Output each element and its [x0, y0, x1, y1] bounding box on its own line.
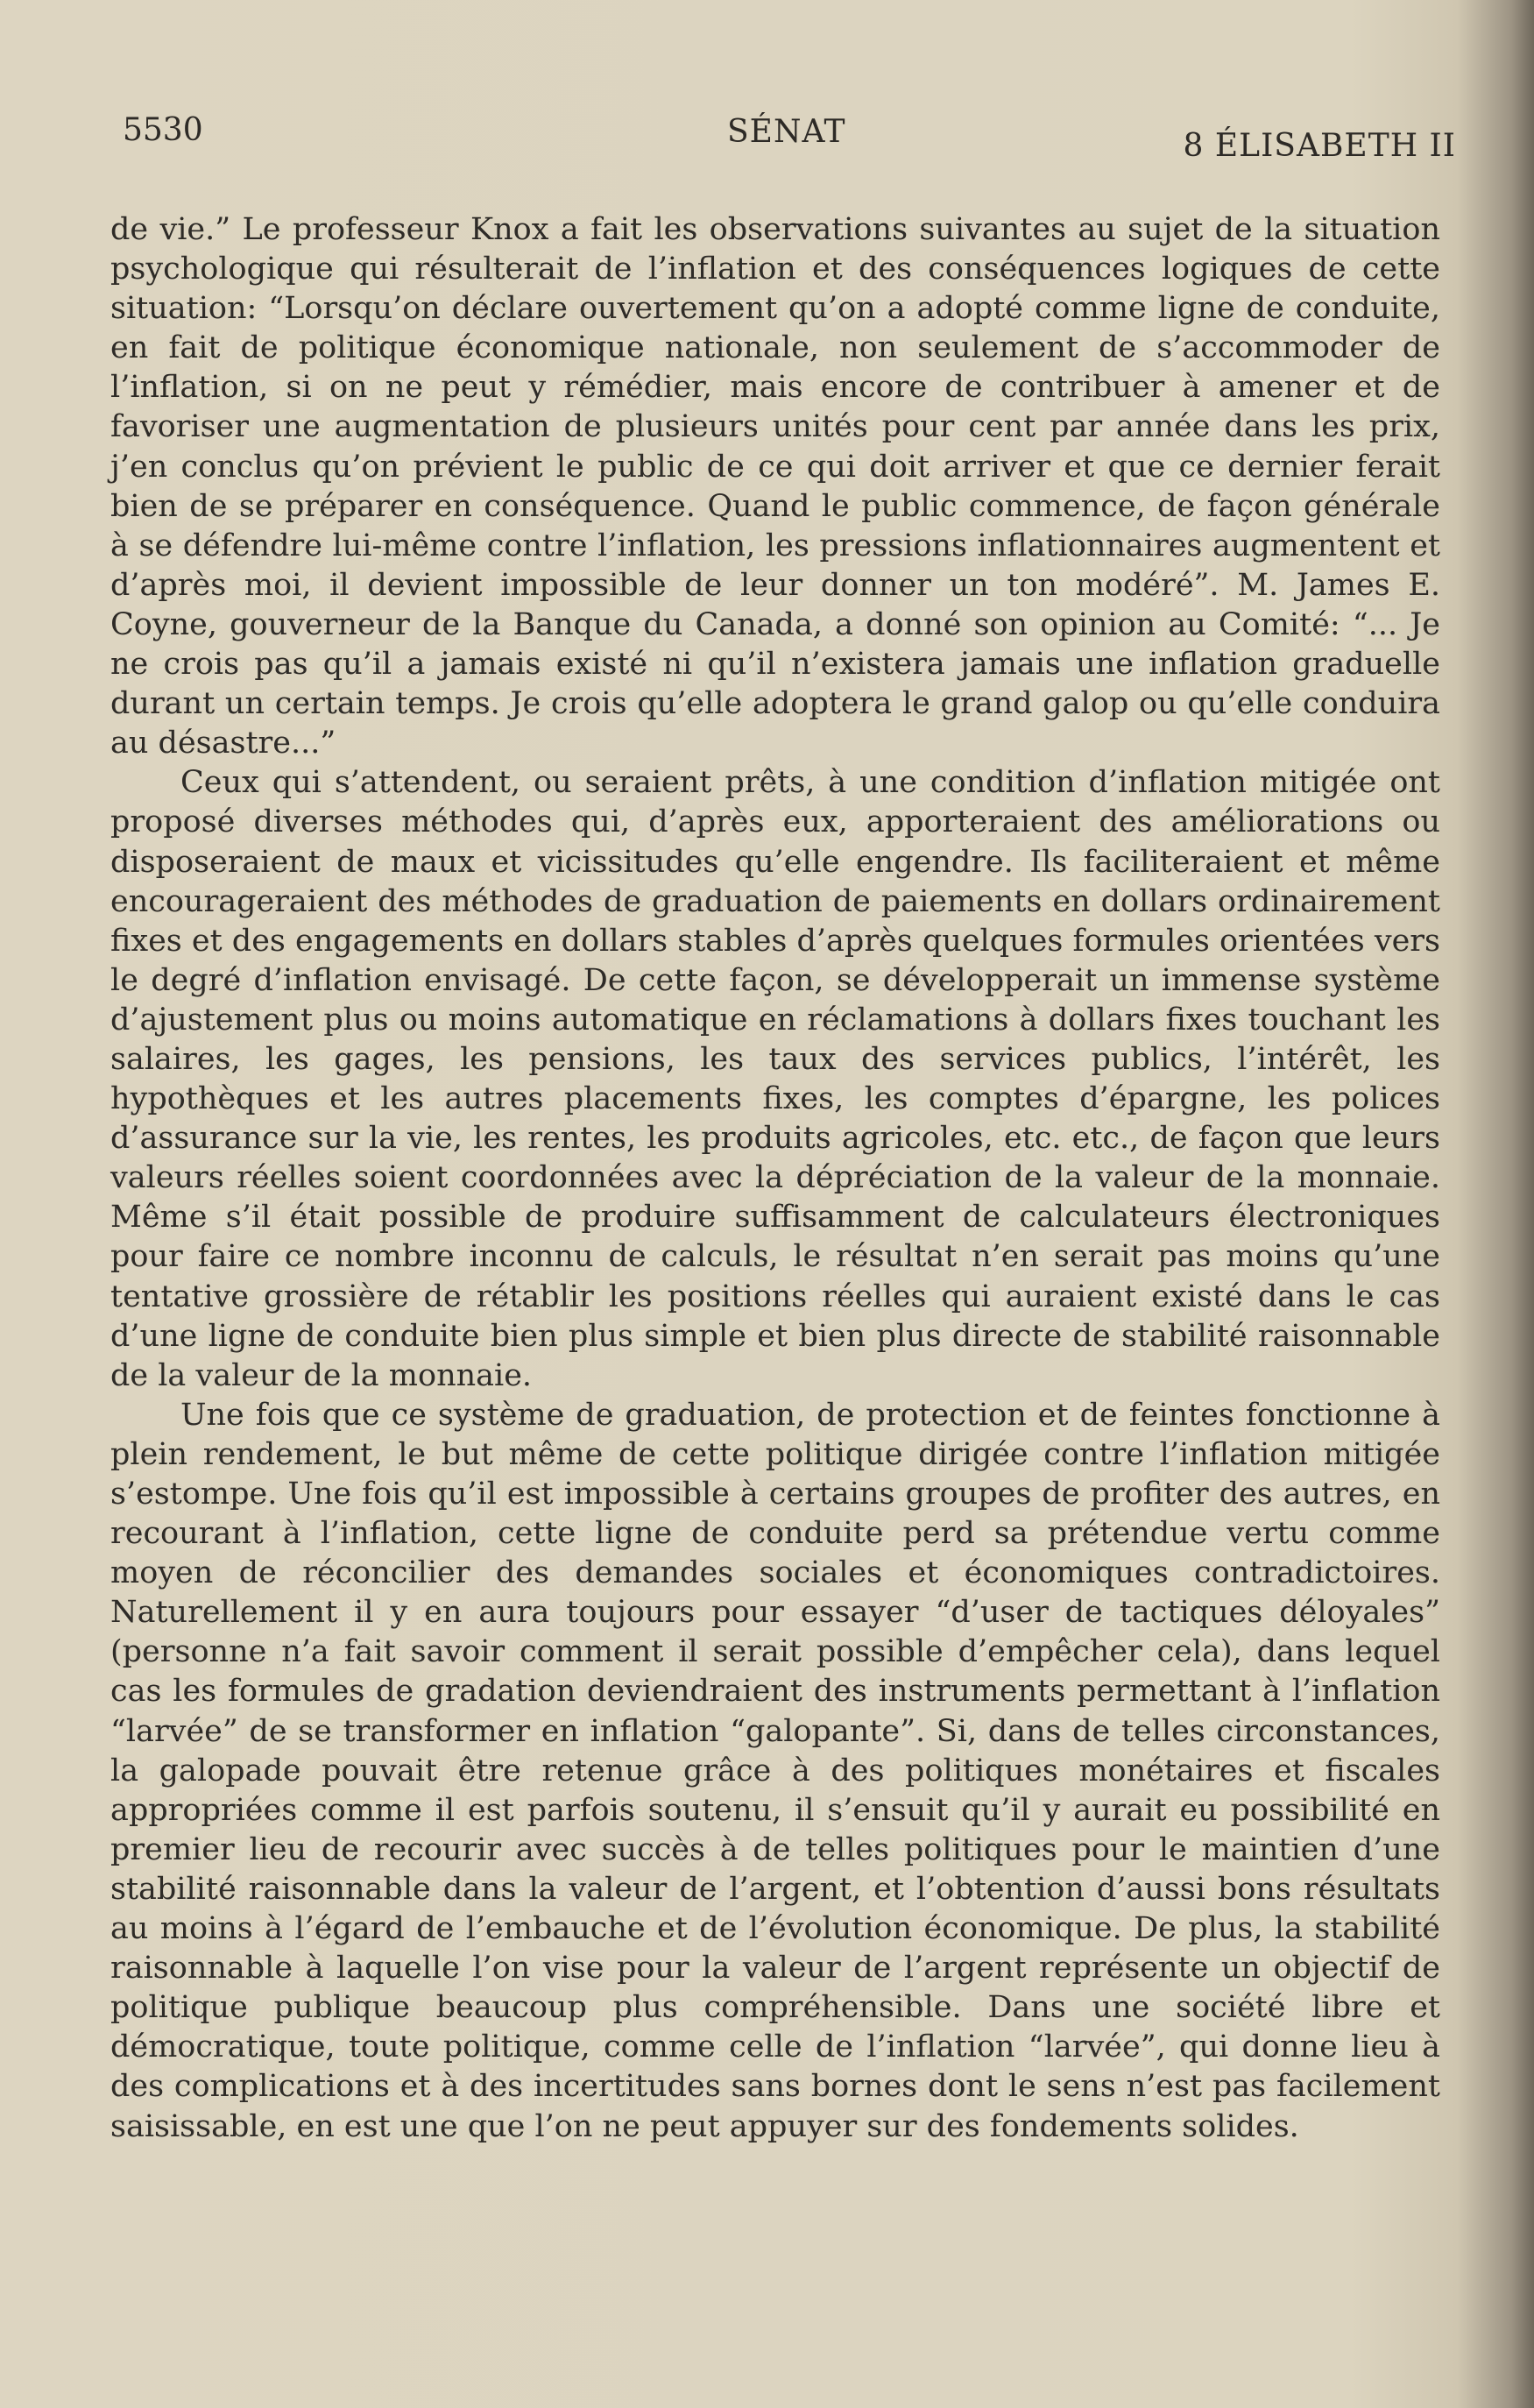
body-text [110, 210, 1440, 2147]
paragraph-3: Une fois que ce système de graduation, de protection et de feintes fonctionne à plein rendement, le but même de cette politique dirigée contre l’inflation mitigée s’estompe. Une fois qu’il est impossible à certains groupes de profiter des autres, en recourant à l’inflation, cette ligne de conduite perd sa prétendue vertu comme moyen de réconcilier des demandes sociales et économiques contradictoires. Naturellement il y en aura toujours pour essayer “d’user de tactiques déloyales” (personne n’a fait savoir comment il serait possible d’empêcher cela), dans lequel cas les formules de gradation deviendraient des instruments permettant à l’inflation “larvée” de se transformer en inflation “galopante”. Si, dans de telles circonstances, la galopade pouvait être retenue grâce à des politiques monétaires et fiscales appropriées comme il est parfois soutenu, il s’ensuit qu’il y aurait eu possibilité en premier lieu de recourir avec succès à de telles politiques pour le maintien d’une stabilité raisonnable dans la valeur de l’argent, et l’obtention d’aussi bons résultats au moins à l’égard de l’embauche et de l’évolution économique. De plus, la stabilité raisonnable à laquelle l’on vise pour la valeur de l’argent représente un objectif de politique publique beaucoup plus compréhensible. Dans une société libre et démocratique, toute politique, comme celle de l’inflation “larvée”, qui donne lieu à des complications et à des incertitudes sans bornes dont le sens n’est pas facilement saisissable, en est une que l’on ne peut appuyer sur des fondements solides. [110, 1397, 1440, 2144]
paragraph-1: de vie.” Le professeur Knox a fait les observations suivantes au sujet de la situation psychologique qui résulterait de l’inflation et des conséquences logiques de cette situation: “Lorsqu’on déclare ouvertement qu’on a adopté comme ligne de conduite, en fait de politique économique nationale, non seulement de s’accommoder de l’inflation, si on ne peut y rémédier, mais encore de contribuer à amener et de favoriser une augmentation de plusieurs unités pour cent par année dans les prix, j’en conclus qu’on prévient le public de ce qui doit arriver et que ce dernier ferait bien de se préparer en conséquence. Quand le public commence, de façon générale à se défendre lui-même contre l’inflation, les pressions inflationnaires augmentent et d’après moi, il devient impossible de leur donner un ton modéré”. M. James E. Coyne, gouverneur de la Banque du Canada, a donné son opinion au Comité: “... Je ne crois pas qu’il a jamais existé ni qu’il n’existera jamais une inflation graduelle durant un certain temps. Je crois qu’elle adoptera le grand galop ou qu’elle conduira au désastre...” [110, 212, 1440, 761]
session-label: 8 ÉLISABETH II [1183, 128, 1456, 164]
page-number: 5530 [123, 112, 203, 148]
chamber-title: SÉNAT [727, 114, 846, 150]
running-header [123, 105, 1456, 166]
paragraph-2: Ceux qui s’attendent, ou seraient prêts, à une condition d’inflation mitigée ont proposé diverses méthodes qui, d’après eux, apporteraient des améliorations ou disposeraient de maux et vicissitudes qu’elle engendre. Ils faciliteraient et même encourageraient des méthodes de graduation de paiements en dollars ordinairement fixes et des engagements en dollars stables d’après quelques formules orientées vers le degré d’inflation envisagé. De cette façon, se développerait un immense système d’ajustement plus ou moins automatique en réclamations à dollars fixes touchant les salaires, les gages, les pensions, les taux des services publics, l’intérêt, les hypothèques et les autres placements fixes, les comptes d’épargne, les polices d’assurance sur la vie, les rentes, les produits agricoles, etc. etc., de façon que leurs valeurs réelles soient coordonnées avec la dépréciation de la valeur de la monnaie. Même s’il était possible de produire suffisamment de calculateurs électroniques pour faire ce nombre inconnu de calculs, le résultat n’en serait pas moins qu’une tentative grossière de rétablir les positions réelles qui auraient existé dans le cas d’une ligne de conduite bien plus simple et bien plus directe de stabilité raisonnable de la valeur de la monnaie. [110, 765, 1440, 1393]
